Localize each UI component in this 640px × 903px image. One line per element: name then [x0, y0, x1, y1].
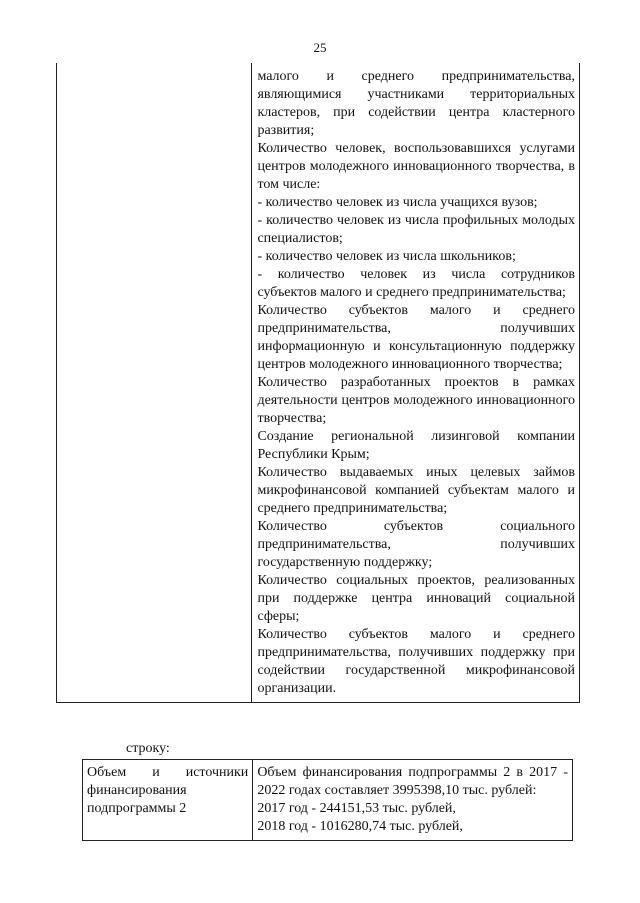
lower-table-right-cell — [253, 760, 573, 841]
list-item: Количество выдаваемых иных целевых займов микрофинансовой компанией субъектам малого и среднего предпринимательства; — [257, 465, 575, 516]
list-item: Количество субъектов малого и среднего предпринимательства, получивших информационную и консультационную поддержку центров молодежного инновационного творчества; — [257, 303, 575, 372]
indicator-list — [252, 63, 579, 702]
list-item: 2018 год - 1016280,74 тыс. рублей, — [257, 819, 463, 834]
list-item: Количество субъектов социального предпринимательства, получивших государственную поддержку; — [257, 519, 575, 570]
list-item: - количество человек из числа сотрудников субъектов малого и среднего предпринимательства; — [257, 267, 575, 300]
lower-table — [82, 759, 573, 841]
list-item: Количество социальных проектов, реализованных при поддержке центра инноваций социальной сферы; — [257, 573, 575, 624]
list-item: - количество человек из числа школьников; — [257, 249, 516, 264]
list-item: малого и среднего предпринимательства, являющимися участниками территориальных кластеров, при содействии центра кластерного развития; — [257, 69, 575, 138]
lower-table-left-cell — [83, 760, 253, 841]
list-item: - количество человек из числа профильных молодых специалистов; — [257, 213, 575, 246]
financing-heading: Объем и источники финансирования подпрограммы 2 — [87, 765, 249, 816]
upper-table-left-cell — [57, 63, 252, 703]
list-item: - количество человек из числа учащихся вузов; — [257, 195, 538, 210]
list-item: Количество человек, воспользовавшихся услугами центров молодежного инновационного творчества, в том числе: — [257, 141, 575, 192]
table-row — [83, 760, 573, 841]
list-item: Количество субъектов малого и среднего предпринимательства, получивших поддержку при содействии государственной микрофинансовой организации. — [257, 627, 575, 696]
list-item: Создание региональной лизинговой компании Республики Крым; — [257, 429, 575, 462]
upper-table — [56, 63, 580, 703]
table-row — [57, 63, 580, 703]
financing-details — [253, 760, 572, 840]
page-number: 25 — [313, 40, 327, 55]
upper-table-right-cell — [252, 63, 580, 703]
instruction-label: строку: — [126, 741, 170, 756]
list-item: Количество разработанных проектов в рамках деятельности центров молодежного инновационного творчества; — [257, 375, 575, 426]
list-item: Объем финансирования подпрограммы 2 в 2017 - 2022 годах составляет 3995398,10 тыс. рублей: — [257, 765, 568, 798]
list-item: 2017 год - 244151,53 тыс. рублей, — [257, 801, 456, 816]
